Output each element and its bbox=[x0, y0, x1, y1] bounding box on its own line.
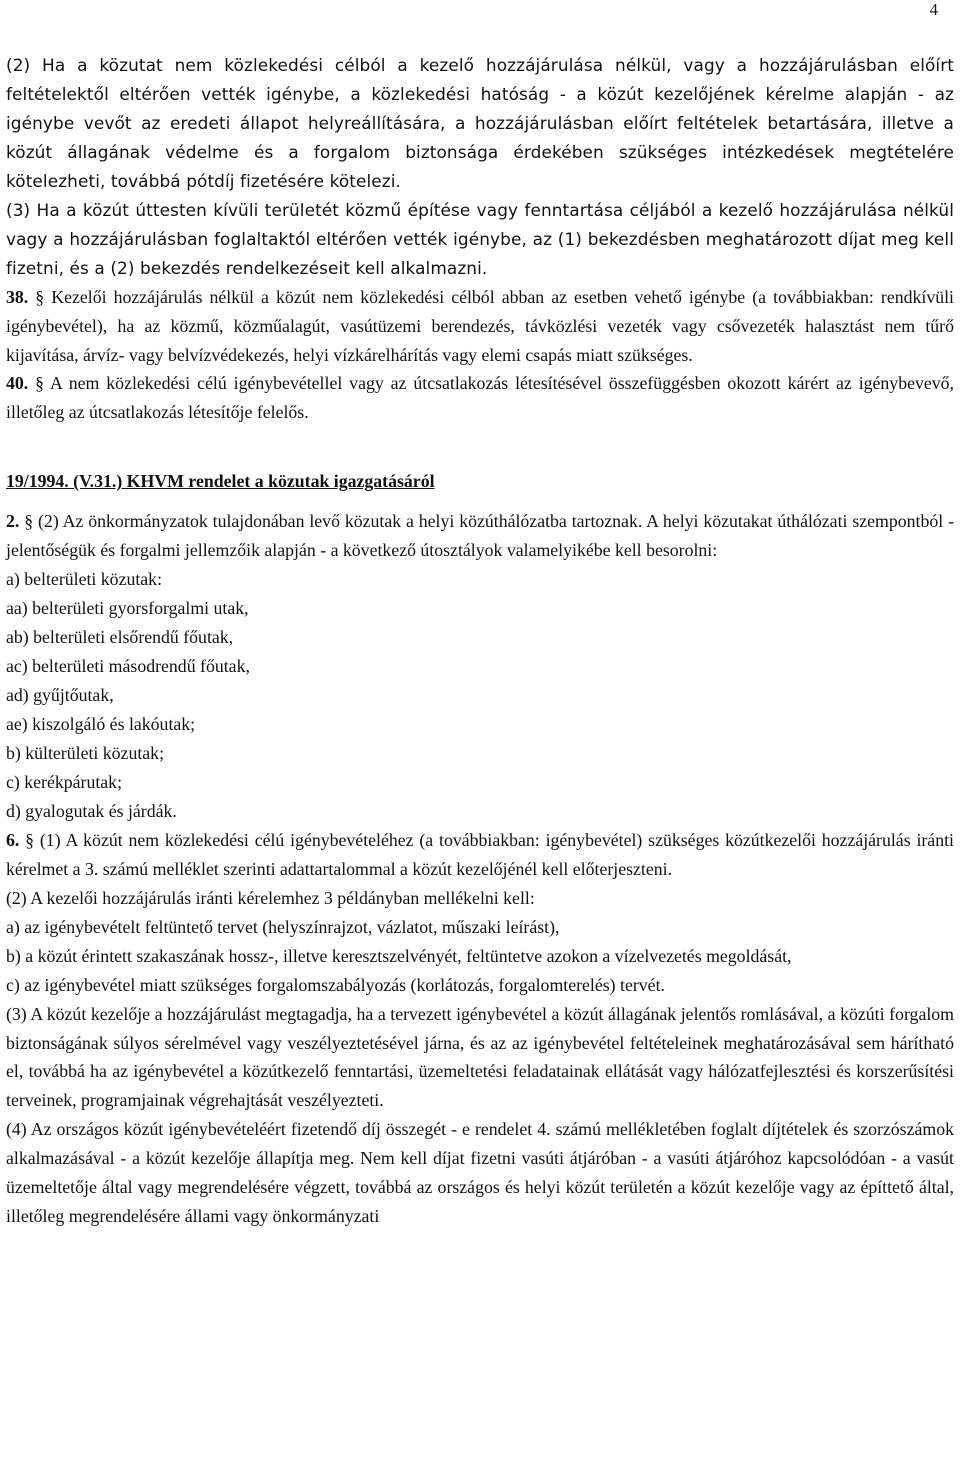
section-6-item-a: a) az igénybevételt feltüntető tervet (helyszínrajzot, vázlatot, műszaki leírást), bbox=[6, 916, 560, 937]
spacer bbox=[6, 427, 954, 467]
section-sign: § bbox=[25, 829, 35, 850]
list-item: ae) kiszolgáló és lakóutak; bbox=[6, 714, 196, 735]
section-38 bbox=[6, 283, 954, 370]
page-number: 4 bbox=[929, 0, 938, 19]
spacer bbox=[6, 496, 954, 507]
section-2 bbox=[6, 507, 954, 565]
section-6 bbox=[6, 826, 954, 884]
section-number: 38. bbox=[6, 286, 29, 307]
section-6-paragraph-2: (2) A kezelői hozzájárulás iránti kérelemhez 3 példányban mellékelni kell: bbox=[6, 887, 535, 908]
section-40 bbox=[6, 369, 954, 427]
section-sign: § bbox=[35, 286, 45, 307]
section-sign: § bbox=[35, 373, 45, 394]
road-class-list bbox=[6, 565, 954, 826]
section-number: 6. bbox=[6, 829, 20, 850]
section-sign: § bbox=[24, 511, 34, 532]
section-text: A nem közlekedési célú igénybevétellel vagy az útcsatlakozás létesítésével összefüggésben okozott kárért az igénybevevő, illetőleg az útcsatlakozás létesítője felelős. bbox=[6, 373, 954, 423]
section-number: 40. bbox=[6, 373, 29, 394]
section-text: (2) Az önkormányzatok tulajdonában levő közutak a helyi közúthálózatba tartoznak. A helyi közutakat úthálózati szempontból - jelentőségük és forgalmi jellemzőik alapján - a következő útosztályok valamelyikébe kell besorolni: bbox=[6, 511, 954, 561]
section-number: 2. bbox=[6, 511, 20, 532]
section-text: (1) A közút nem közlekedési célú igénybevételéhez (a továbbiakban: igénybevétel) szükséges közútkezelői hozzájárulás iránti kérelmet a 3. számú melléklet szerinti adattartalommal a közút kezelőjénél kell előterjeszteni. bbox=[6, 829, 954, 879]
section-6-paragraph-4: (4) Az országos közút igénybevételéért fizetendő díj összegét - e rendelet 4. számú mellékletében foglalt díjtételek és szorzószámok alkalmazásával - a közút kezelője állapítja meg. Nem kell díjat fizetni vasúti átjáróban - a vasúti átjáróhoz kapcsolódóan - a vasút üzemeltetője által vagy megrendelésére végzett, továbbá az országos és helyi közút területén a közút kezelője vagy az építtető által, illetőleg megrendelésére állami vagy önkormányzati bbox=[6, 1119, 954, 1227]
document-body bbox=[6, 51, 954, 1231]
paragraph-3-utility: (3) Ha a közút úttesten kívüli területét közmű építése vagy fenntartása céljából a kezelő hozzájárulása nélkül vagy a hozzájárulásban foglaltaktól eltérően vették igénybe, az (1) bekezdésben meghatározott díjat meg kell fizetni, és a (2) bekezdés rendelkezéseit kell alkalmazni. bbox=[6, 199, 954, 278]
regulation-heading: 19/1994. (V.31.) KHVM rendelet a közutak igazgatásáról bbox=[6, 471, 435, 492]
list-item: b) külterületi közutak; bbox=[6, 742, 165, 763]
section-6-item-c: c) az igénybevétel miatt szükséges forgalomszabályozás (korlátozás, forgalomterelés) tervét. bbox=[6, 974, 665, 995]
section-6-paragraph-3: (3) A közút kezelője a hozzájárulást megtagadja, ha a tervezett igénybevétel a közút állagának jelentős romlásával, a közúti forgalom biztonságának súlyos sérelmével vagy veszélyeztetésével járna, és az az igénybevétel feltételeinek meghatározásával sem hárítható el, továbbá ha az igénybevétel a közútkezelő fenntartási, üzemeltetési feladatainak ellátását vagy hálózatfejlesztési és korszerűsítési terveinek, programjainak végrehajtását veszélyezteti. bbox=[6, 1003, 954, 1111]
list-item: ac) belterületi másodrendű főutak, bbox=[6, 656, 250, 677]
list-item: ab) belterületi elsőrendű főutak, bbox=[6, 627, 234, 648]
list-item: aa) belterületi gyorsforgalmi utak, bbox=[6, 598, 249, 619]
list-item: c) kerékpárutak; bbox=[6, 771, 123, 792]
list-item: ad) gyűjtőutak, bbox=[6, 685, 114, 706]
list-item: d) gyalogutak és járdák. bbox=[6, 800, 177, 821]
section-text: Kezelői hozzájárulás nélkül a közút nem közlekedési célból abban az esetben vehető igénybe (a továbbiakban: rendkívüli igénybevétel), ha az közmű, közműalagút, vasútüzemi berendezés, távközlési vezeték vagy csővezeték halasztást nem tűrő kijavítása, árvíz- vagy belvízvédekezés, helyi vízkárelhárítás vagy elemi csapás miatt szükséges. bbox=[6, 286, 954, 365]
paragraph-2-sanction: (2) Ha a közutat nem közlekedési célból a kezelő hozzájárulása nélkül, vagy a hozzájárulásban előírt feltételektől eltérően vették igénybe, a közlekedési hatóság - a közút kezelőjének kérelme alapján - az igénybe vevőt az eredeti állapot helyreállítására, a hozzájárulásban előírt feltételek betartására, illetve a közút állagának védelme és a forgalom biztonsága érdekében szükséges intézkedések megtételére kötelezheti, továbbá pótdíj fizetésére kötelezi. bbox=[6, 55, 954, 191]
section-6-item-b: b) a közút érintett szakaszának hossz-, illetve keresztszelvényét, feltüntetve azokon a vízelvezetés megoldását, bbox=[6, 945, 792, 966]
list-item: a) belterületi közutak: bbox=[6, 569, 163, 590]
